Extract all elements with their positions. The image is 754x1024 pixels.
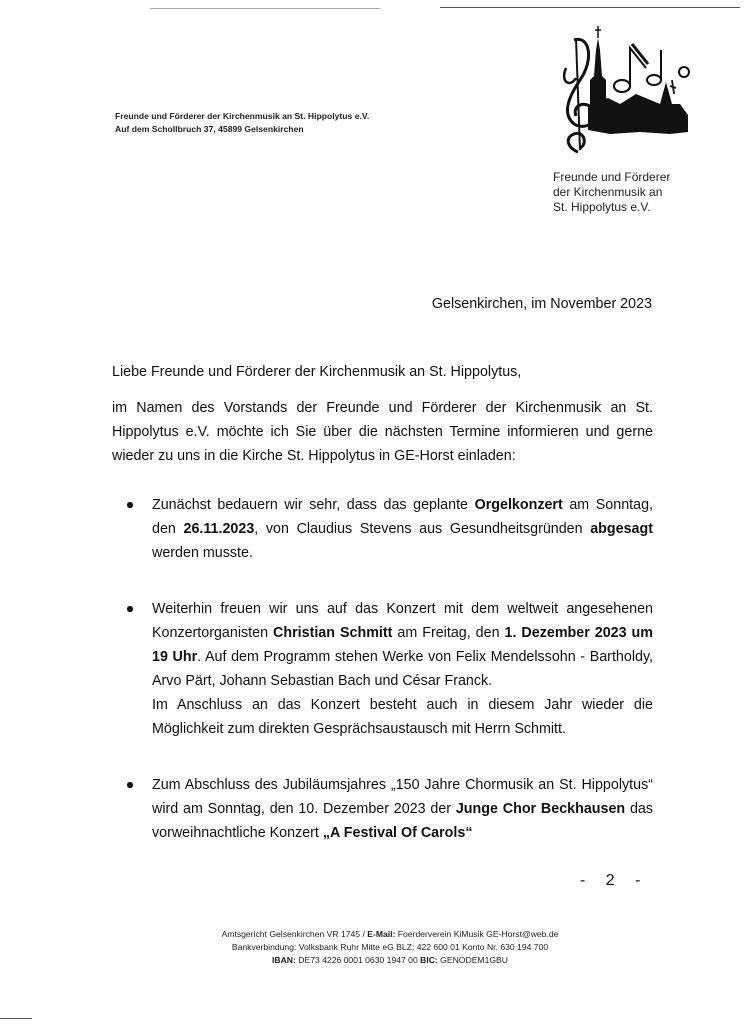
text-run: Zunächst bedauern wir sehr, dass das geplante: [152, 497, 475, 513]
footer-label: E-Mail:: [367, 929, 396, 939]
list-item-christian-schmitt-concert: [127, 597, 653, 741]
footer-text: DE73 4226 0001 0630 1947 00: [295, 955, 421, 965]
footer-text: Foerderverein KiMusik GE-Horst@web.de: [395, 929, 559, 939]
text-run: . Auf dem Programm stehen Werke von Felix Mendelssohn - Bartholdy, Arvo Pärt, Johann Sebastian Bach und César Franck.: [152, 649, 654, 689]
text-run: das vorweihnachtliche Konzert: [152, 801, 654, 841]
letter-date: Gelsenkirchen, im November 2023: [431, 296, 652, 312]
scan-artifact-top-left: [150, 8, 380, 9]
salutation: Liebe Freunde und Förderer der Kirchenmusik an St. Hippolytus,: [112, 364, 522, 380]
org-line-2: der Kirchenmusik an: [553, 185, 663, 199]
bullet-icon: [127, 502, 133, 508]
footer-line-3: [130, 954, 650, 967]
footer-line-2: Bankverbindung: Volksbank Ruhr Mitte eG BLZ: 422 600 01 Konto Nr. 630 194 700: [231, 942, 549, 952]
emphasis: 26.11.2023: [183, 521, 255, 537]
list-item-organ-concert-cancelled: [127, 493, 653, 565]
organization-block: [553, 170, 670, 215]
sender-street: Auf dem Schollbruch 37, 45899 Gelsenkirchen: [115, 123, 304, 134]
sender-name: Freunde und Förderer der Kirchenmusik an St. Hippolytus e.V.: [115, 111, 370, 121]
list-item-text: [152, 597, 653, 741]
text-run: , von Claudius Stevens aus Gesundheitsgründen: [254, 521, 591, 537]
text-run: Zum Abschluss des Jubiläumsjahres „150 Jahre Chormusik an St. Hippolytus“ wird am Sonntag, den 10. Dezember 2023 der: [152, 777, 653, 817]
emphasis: abgesagt: [590, 521, 653, 537]
intro-paragraph: im Namen des Vorstands der Freunde und Förderer der Kirchenmusik an St. Hippolytus e.V. möchte ich Sie über die nächsten Termine informieren und gerne wieder zu uns in die Kirche St. Hippolytus in GE-Horst einladen:: [112, 400, 653, 464]
emphasis: Junge Chor Beckhausen: [455, 801, 626, 817]
bullet-icon: [127, 782, 133, 788]
footer-text: Amtsgericht Gelsenkirchen VR 1745 /: [221, 929, 368, 939]
scan-artifact-top-right: [440, 7, 740, 8]
footer-label: IBAN:: [272, 955, 296, 965]
footer-line-1: [130, 928, 650, 941]
emphasis: „A Festival Of Carols“: [322, 825, 473, 841]
church-music-logo: [550, 20, 700, 165]
list-item-text: [152, 493, 653, 565]
bullet-icon: [127, 606, 133, 612]
sender-address: [115, 110, 369, 135]
footer-text: GENODEM1GBU: [437, 955, 508, 965]
emphasis: Orgelkonzert: [474, 497, 563, 513]
emphasis: 1. Dezember 2023 um 19 Uhr: [152, 625, 653, 665]
text-run: werden musste.: [152, 545, 253, 561]
text-run: Im Anschluss an das Konzert besteht auch in diesem Jahr wieder die Möglichkeit zum direkten Gesprächsaustausch mit Herrn Schmitt.: [152, 697, 653, 737]
text-run: Weiterhin freuen wir uns auf das Konzert mit dem weltweit angesehenen Konzertorganisten: [152, 601, 653, 641]
emphasis: Christian Schmitt: [273, 625, 393, 641]
footer-label: BIC:: [420, 955, 438, 965]
list-item-festival-of-carols: [127, 773, 653, 845]
org-line-3: St. Hippolytus e.V.: [553, 200, 651, 214]
letter-footer: [130, 928, 650, 967]
org-line-1: Freunde und Förderer: [553, 170, 671, 184]
list-item-text: [152, 773, 653, 845]
text-run: am Sonntag, den: [152, 497, 653, 537]
text-run: am Freitag, den: [392, 625, 505, 641]
scan-artifact-bottom-left: [0, 1018, 32, 1019]
page-number: - 2 -: [580, 872, 649, 889]
